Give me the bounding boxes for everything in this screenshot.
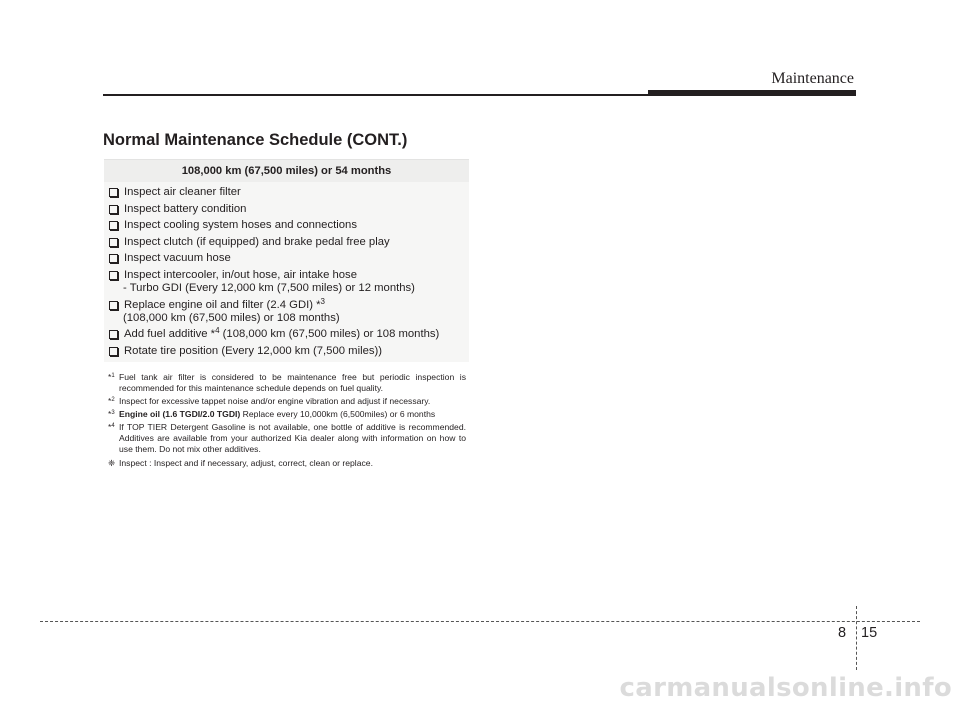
item-label: Inspect air cleaner filter: [124, 186, 241, 198]
footnote-bold: Engine oil (1.6 TGDI/2.0 TGDI): [119, 409, 241, 420]
checkbox-icon: [109, 347, 118, 356]
item-label: Rotate tire position (Every 12,000 km (7,500 miles)): [124, 344, 383, 357]
asterism-icon: ❈: [108, 457, 116, 468]
list-item: [108, 269, 469, 295]
watermark: carmanualsonline.info: [619, 673, 952, 703]
item-label: Inspect clutch (if equipped) and brake pedal free play: [124, 235, 390, 248]
item-label: Inspect vacuum hose: [124, 252, 231, 265]
asterisk-icon: *: [108, 372, 112, 382]
item-text: [124, 269, 357, 282]
page-title: Normal Maintenance Schedule (CONT.): [103, 131, 408, 149]
item-subtext: (108,000 km (67,500 miles) or 108 months): [123, 311, 340, 324]
list-item: [108, 186, 469, 199]
schedule-interval-header: 108,000 km (67,500 miles) or 54 months: [104, 159, 469, 182]
item-subtext: - Turbo GDI (Every 12,000 km (7,500 miles) or 12 months): [123, 281, 415, 294]
footnote-mark: [108, 372, 119, 394]
list-item: [108, 203, 469, 216]
asterisk-icon: *: [108, 395, 112, 406]
footnote-number: 1: [111, 373, 115, 379]
checkbox-icon: [109, 301, 118, 310]
footnote-list: [108, 372, 466, 455]
footnote-mark: [108, 396, 119, 407]
footnote: [108, 422, 466, 454]
header-rule: [103, 94, 648, 96]
item-label: Inspect cooling system hoses and connections: [124, 219, 357, 232]
list-item: [108, 345, 469, 358]
legend: [108, 458, 466, 469]
footnote-mark: [108, 422, 119, 454]
footnote-number: 4: [111, 423, 115, 430]
list-item: [108, 296, 469, 325]
list-item: [108, 328, 469, 341]
asterisk-icon: *: [108, 409, 112, 420]
footnote-ref: 3: [320, 296, 325, 306]
item-text: [124, 252, 231, 265]
footnote-text: [119, 409, 466, 420]
checkbox-icon: [109, 188, 118, 197]
footnote-body: Fuel tank air filter is considered to be maintenance free but periodic inspection is recommended for this maintenance schedule depends on fuel quality.: [119, 372, 466, 393]
item-label: Add fuel additive *: [124, 328, 216, 341]
page-number: 15: [861, 625, 878, 641]
footnote: [108, 396, 466, 407]
checkbox-icon: [109, 330, 118, 339]
footer-rule: [40, 621, 920, 622]
footnote: [108, 409, 466, 420]
checkbox-icon: [109, 238, 118, 247]
section-title: Maintenance: [771, 70, 854, 87]
checkbox-icon: [109, 205, 118, 214]
item-text: [124, 328, 439, 341]
list-item: [108, 252, 469, 265]
header-rule-accent: [648, 90, 856, 96]
item-text: [124, 345, 382, 358]
item-text: [124, 219, 357, 232]
item-detail: (108,000 km (67,500 miles) or 108 months): [219, 328, 440, 341]
footnote-ref: 4: [215, 326, 220, 336]
footnote-number: 3: [111, 410, 115, 417]
item-text: [124, 203, 246, 216]
item-text: [124, 236, 390, 249]
footnote-body: If TOP TIER Detergent Gasoline is not available, one bottle of additive is recommended. Additives are available from your authorized Kia dealer along with information on how to use them. Do not mix other additives.: [119, 422, 466, 454]
footnote-text: [119, 422, 466, 454]
asterisk-icon: *: [108, 422, 112, 433]
footnote-mark: [108, 409, 119, 420]
item-label: Replace engine oil and filter (2.4 GDI) *: [124, 298, 321, 311]
checkbox-icon: [109, 254, 118, 263]
item-label: Inspect intercooler, in/out hose, air intake hose: [124, 268, 357, 281]
footnote-number: 2: [111, 396, 115, 403]
list-item: [108, 236, 469, 249]
footnote-text: [119, 372, 466, 394]
checkbox-icon: [109, 271, 118, 280]
list-item: [108, 219, 469, 232]
footer-divider: [856, 606, 857, 670]
footnote-text: [119, 396, 466, 407]
footnote: [108, 372, 466, 394]
schedule-items: [104, 182, 469, 358]
footnotes: [108, 372, 466, 469]
item-text: [124, 296, 325, 312]
item-label: Inspect battery condition: [124, 202, 247, 215]
footnote-body: Inspect for excessive tappet noise and/or engine vibration and adjust if necessary.: [119, 395, 431, 406]
item-text: [124, 186, 241, 199]
schedule-table: [104, 159, 469, 362]
footnote-body: Replace every 10,000km (6,500miles) or 6 months: [240, 409, 436, 420]
checkbox-icon: [109, 221, 118, 230]
chapter-number: 8: [838, 625, 847, 641]
legend-text: Inspect : Inspect and if necessary, adjust, correct, clean or replace.: [119, 457, 373, 468]
